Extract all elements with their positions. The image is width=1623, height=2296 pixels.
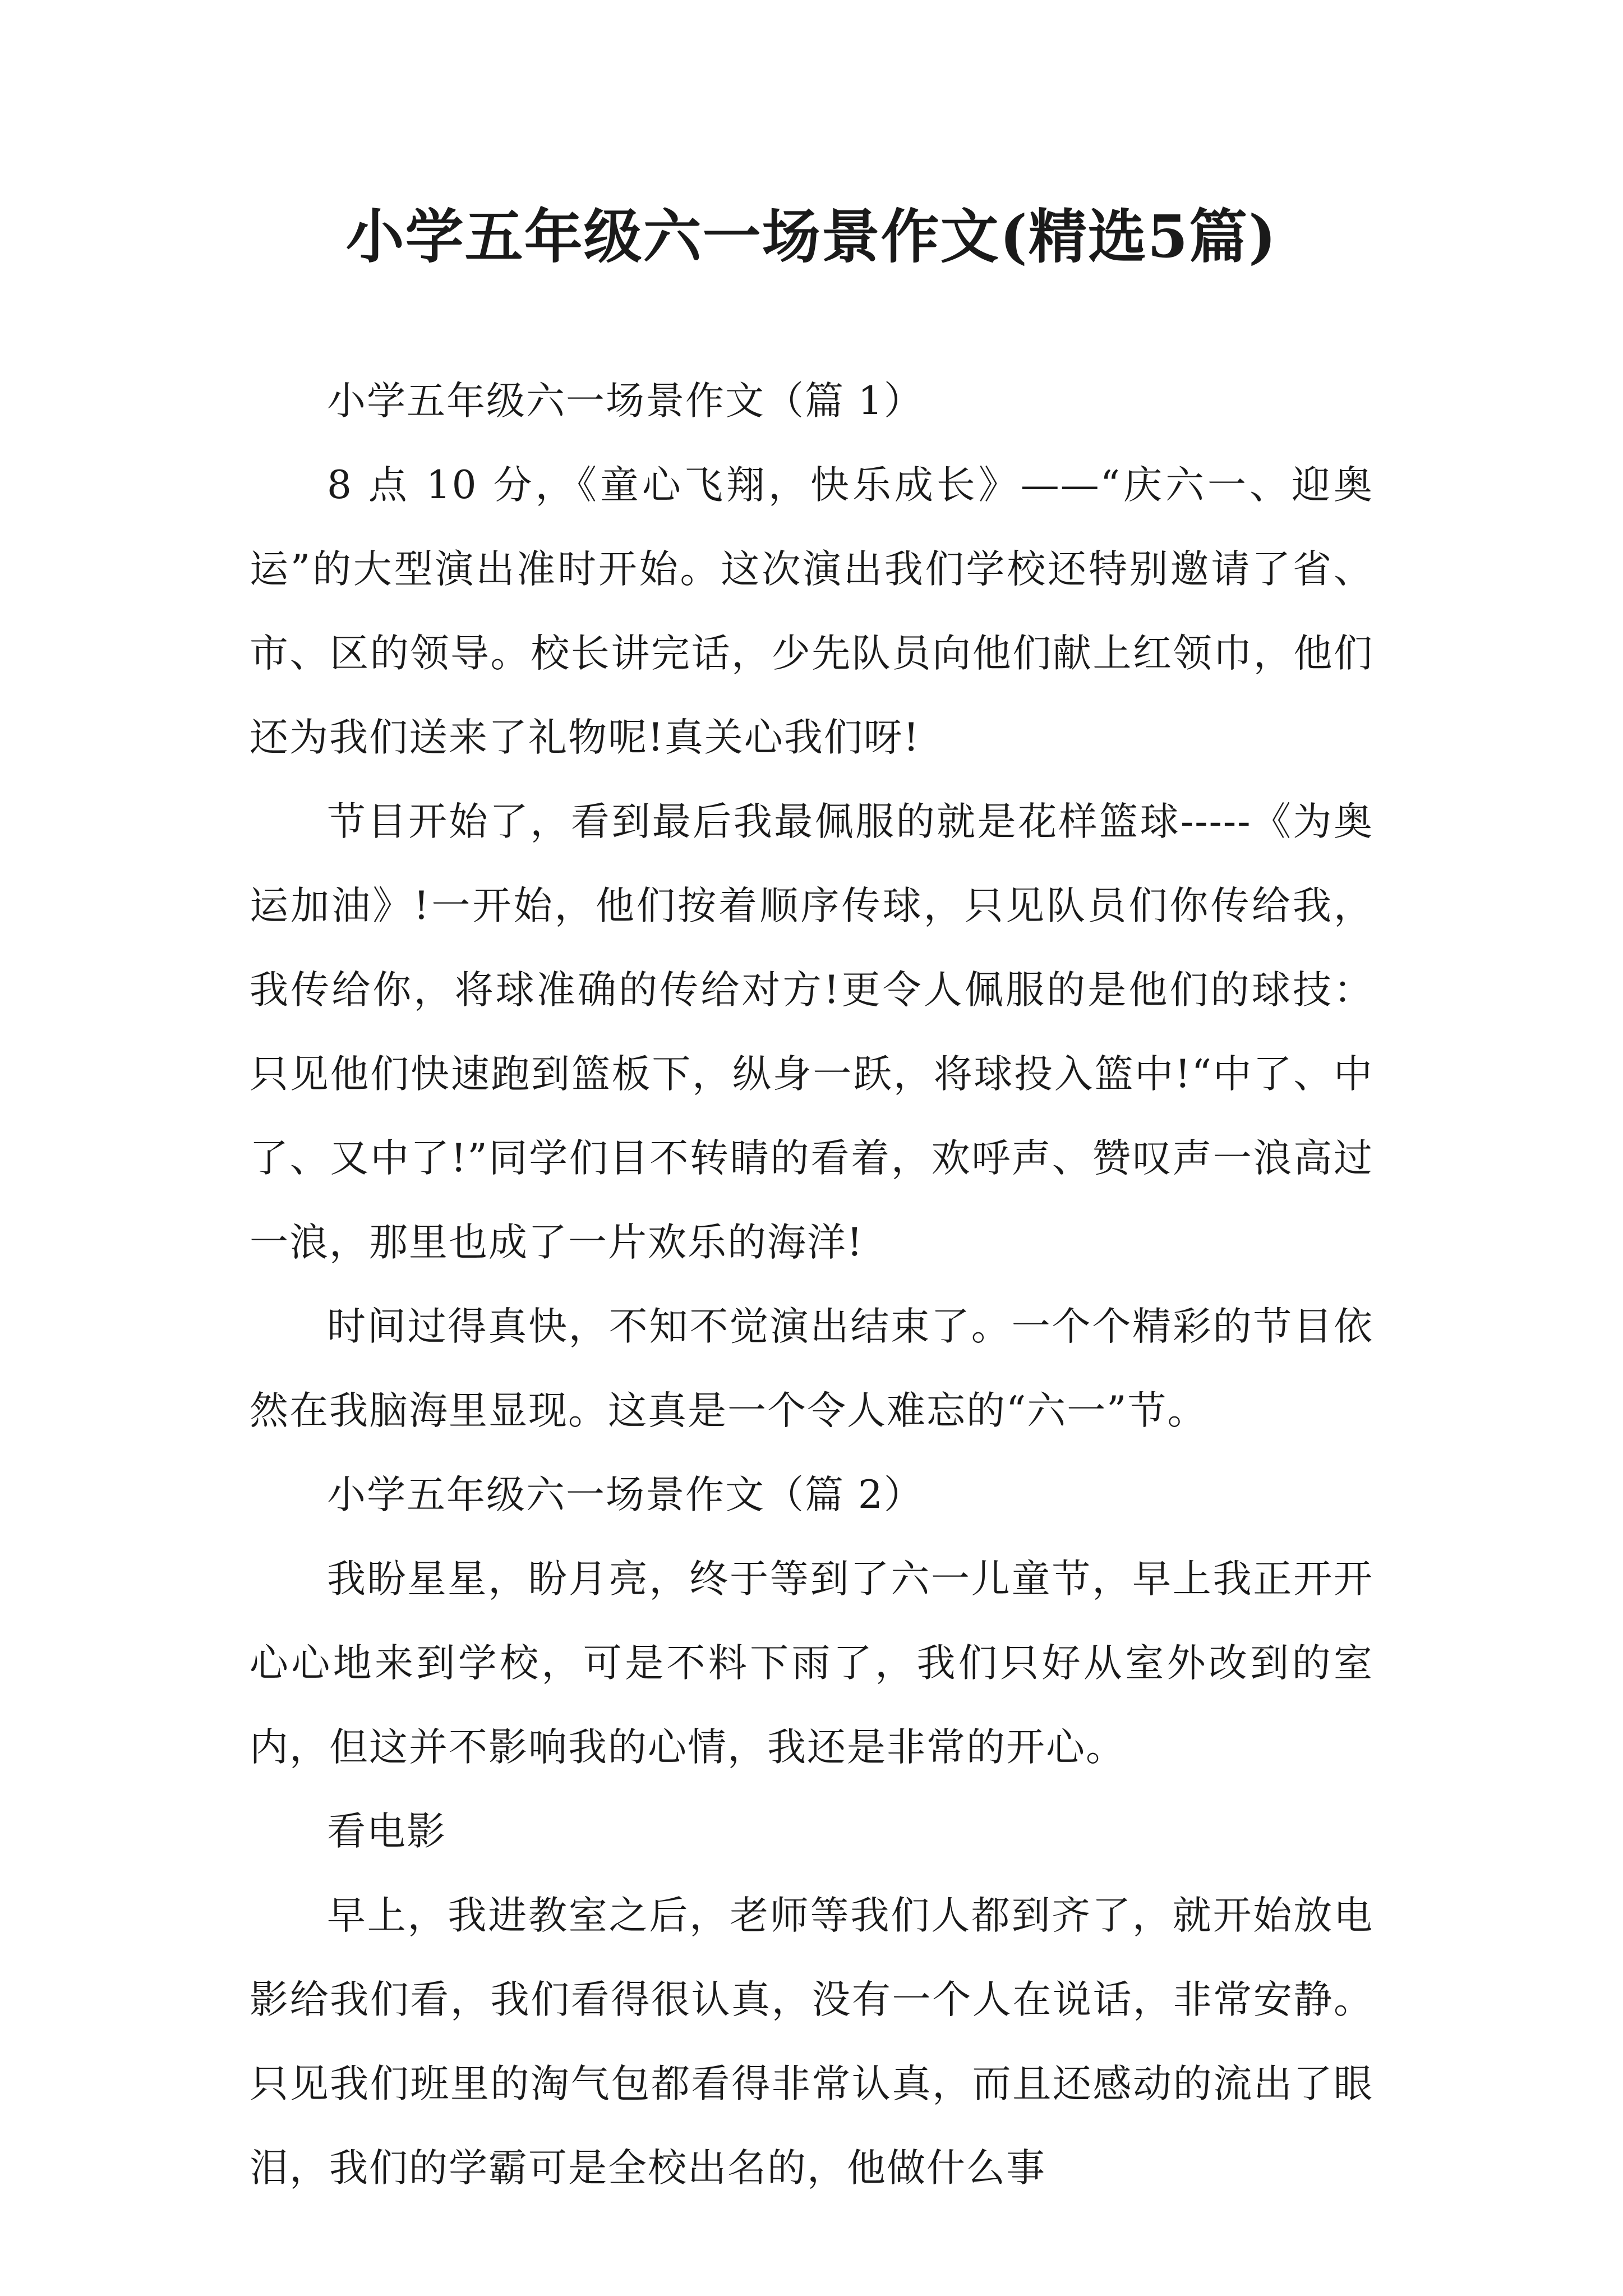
essay-1-paragraph: 节目开始了，看到最后我最佩服的就是花样篮球-----《为奥运加油》!一开始，他们按着顺序传球，只见队员们你传给我，我传给你，将球准确的传给对方!更令人佩服的是他们的球技：只见他们快速跑到篮板下，纵身一跃，将球投入篮中!“中了、中了、又中了!”同学们目不转睛的看着，欢呼声、赞叹声一浪高过一浪，那里也成了一片欢乐的海洋! (250, 799, 1373, 1265)
essay-1-heading: 小学五年级六一场景作文（篇 1） (327, 379, 924, 424)
essay-1-paragraph: 8 点 10 分，《童心飞翔，快乐成长》——“庆六一、迎奥运”的大型演出准时开始。这次演出我们学校还特别邀请了省、市、区的领导。校长讲完话，少先队员向他们献上红领巾，他们还为我们送来了礼物呢!真关心我们呀! (250, 463, 1373, 760)
essay-2-paragraph: 早上，我进教室之后，老师等我们人都到齐了，就开始放电影给我们看，我们看得很认真，没有一个人在说话，非常安静。只见我们班里的淘气包都看得非常认真，而且还感动的流出了眼泪，我们的学霸可是全校出名的，他做什么事 (250, 1893, 1373, 2191)
essay-2-heading: 小学五年级六一场景作文（篇 2） (327, 1473, 924, 1517)
document-title: 小学五年级六一场景作文(精选5篇) (345, 202, 1278, 271)
essay-2-subheading: 看电影 (327, 1809, 446, 1854)
essay-2-paragraph: 我盼星星，盼月亮，终于等到了六一儿童节，早上我正开开心心地来到学校，可是不料下雨了，我们只好从室外改到的室内，但这并不影响我的心情，我还是非常的开心。 (250, 1557, 1373, 1770)
essay-1-paragraph: 时间过得真快，不知不觉演出结束了。一个个精彩的节目依然在我脑海里显现。这真是一个令人难忘的“六一”节。 (250, 1304, 1373, 1433)
document-body (250, 359, 1373, 2210)
